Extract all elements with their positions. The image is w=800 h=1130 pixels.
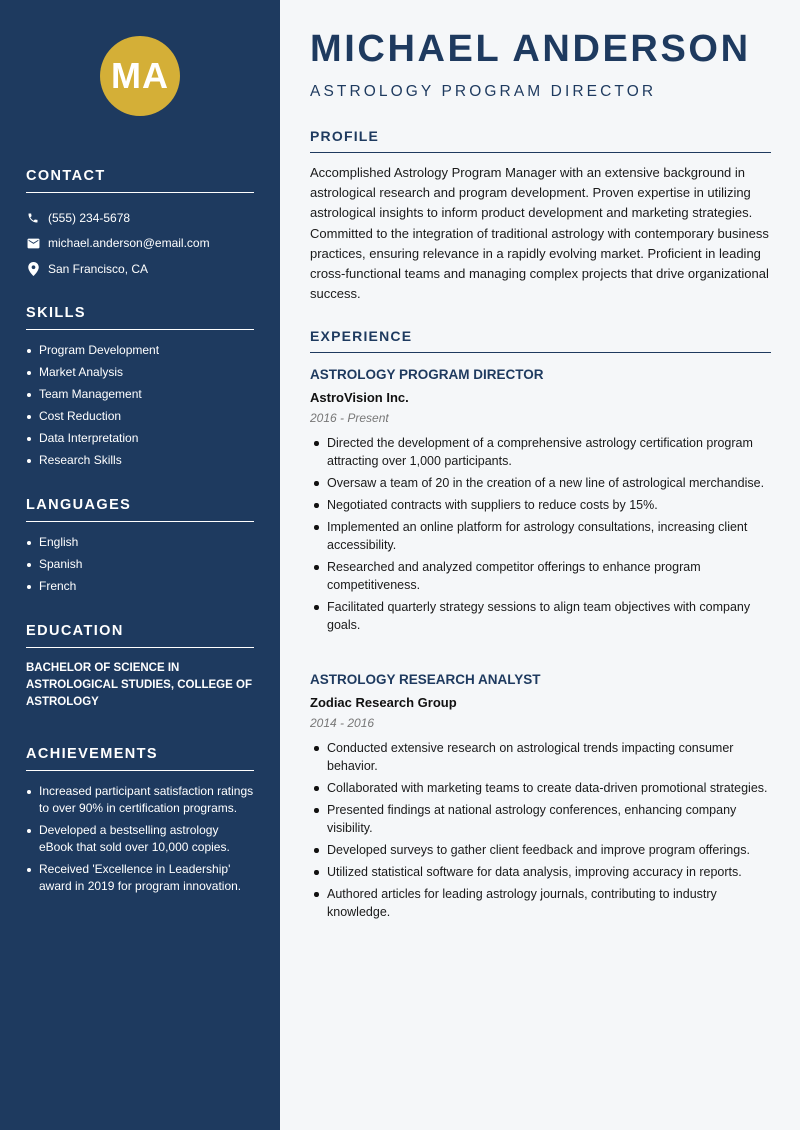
candidate-title: ASTROLOGY PROGRAM DIRECTOR	[310, 83, 657, 100]
job-entry	[310, 671, 771, 925]
job-company: AstroVision Inc.	[310, 390, 409, 405]
avatar: MA	[100, 36, 180, 116]
job-bullets	[310, 739, 771, 921]
languages-section	[26, 497, 254, 600]
job-role: ASTROLOGY PROGRAM DIRECTOR	[310, 367, 544, 382]
skills-heading: SKILLS	[26, 305, 254, 330]
achievements-section	[26, 746, 254, 900]
skill-item: Market Analysis	[26, 364, 254, 381]
job-bullet: Oversaw a team of 20 in the creation of a new line of astrological merchandise.	[310, 474, 771, 492]
language-item: French	[26, 578, 254, 595]
achievement-item: Increased participant satisfaction ratings to over 90% in certification programs.	[26, 783, 254, 817]
job-company: Zodiac Research Group	[310, 695, 457, 710]
language-item: English	[26, 534, 254, 551]
job-dates: 2016 - Present	[310, 411, 389, 425]
skills-list	[26, 342, 254, 469]
job-bullet: Facilitated quarterly strategy sessions to align team objectives with company goals.	[310, 598, 771, 634]
profile-heading: PROFILE	[310, 128, 771, 153]
education-degree: BACHELOR OF SCIENCE IN ASTROLOGICAL STUDIES, COLLEGE OF ASTROLOGY	[26, 662, 252, 708]
job-bullet: Directed the development of a comprehensive astrology certification program attracting over 1,000 participants.	[310, 434, 771, 470]
job-entry	[310, 366, 771, 638]
achievement-item: Developed a bestselling astrology eBook that sold over 10,000 copies.	[26, 822, 254, 856]
job-bullet: Utilized statistical software for data analysis, improving accuracy in reports.	[310, 863, 771, 881]
contact-location	[26, 256, 254, 282]
contact-heading: CONTACT	[26, 168, 254, 193]
job-dates: 2014 - 2016	[310, 716, 375, 730]
job-bullets	[310, 434, 771, 634]
achievement-item: Received 'Excellence in Leadership' award in 2019 for program innovation.	[26, 861, 254, 895]
language-item: Spanish	[26, 556, 254, 573]
phone-text: (555) 234-5678	[48, 210, 131, 225]
skill-item: Cost Reduction	[26, 408, 254, 425]
skills-section	[26, 305, 254, 474]
job-bullet: Conducted extensive research on astrological trends impacting consumer behavior.	[310, 739, 771, 775]
languages-heading: LANGUAGES	[26, 497, 254, 522]
candidate-name: MICHAEL ANDERSON	[310, 28, 751, 70]
skill-item: Program Development	[26, 342, 254, 359]
achievements-list	[26, 783, 254, 895]
contact-section	[26, 168, 254, 282]
job-bullet: Implemented an online platform for astrology consultations, increasing client accessibility.	[310, 518, 771, 554]
job-bullet: Presented findings at national astrology conferences, enhancing company visibility.	[310, 801, 771, 837]
email-icon	[26, 236, 40, 250]
job-role: ASTROLOGY RESEARCH ANALYST	[310, 672, 541, 687]
job-bullet: Collaborated with marketing teams to create data-driven promotional strategies.	[310, 779, 771, 797]
education-section	[26, 623, 254, 711]
skill-item: Data Interpretation	[26, 430, 254, 447]
location-text: San Francisco, CA	[48, 261, 149, 276]
job-bullet: Authored articles for leading astrology journals, contributing to industry knowledge.	[310, 885, 771, 921]
sidebar	[0, 0, 280, 1130]
education-heading: EDUCATION	[26, 623, 254, 648]
job-bullet: Negotiated contracts with suppliers to reduce costs by 15%.	[310, 496, 771, 514]
job-bullet: Developed surveys to gather client feedback and improve program offerings.	[310, 841, 771, 859]
skill-item: Research Skills	[26, 452, 254, 469]
profile-text: Accomplished Astrology Program Manager with an extensive background in astrological research and program development. Proven expertise in utilizing astrological insights to inform product development and marketing strategies. Committed to the integration of traditional astrology with contemporary business practices, ensuring relevance in a rapidly evolving market. Proficient in leading cross-functional teams and managing complex projects that drive organizational success.	[310, 165, 769, 302]
job-bullet: Researched and analyzed competitor offerings to enhance program competitiveness.	[310, 558, 771, 594]
location-pin-icon	[26, 262, 40, 276]
achievements-heading: ACHIEVEMENTS	[26, 746, 254, 771]
email-text: michael.anderson@email.com	[48, 236, 210, 251]
experience-heading: EXPERIENCE	[310, 328, 771, 353]
phone-icon	[26, 211, 40, 225]
languages-list	[26, 534, 254, 595]
contact-phone	[26, 205, 254, 231]
skill-item: Team Management	[26, 386, 254, 403]
contact-email	[26, 231, 254, 257]
